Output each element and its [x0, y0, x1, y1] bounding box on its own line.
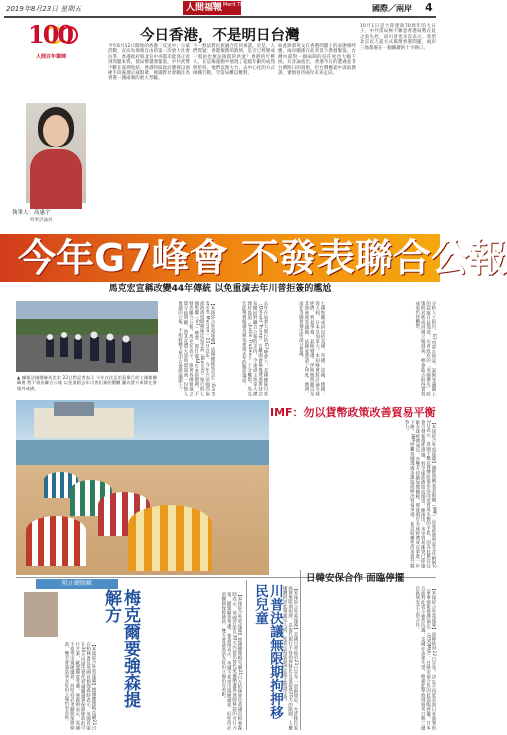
merkel-photo [24, 592, 58, 637]
column-divider [300, 570, 301, 730]
section-name: 國際／兩岸 [372, 4, 412, 13]
portrait-body [30, 149, 82, 209]
column-text-3: 如此與蔡英文在香港問題上的表態相呼應，兩岸關係在此背景下愈發緊張，台灣內部對一國兩制的信任度也大幅下滑。有評論指出，香港今日的遭遇並非台灣明日的寫照，但台灣應從中汲取教訓，審慎看待兩岸未來走向。 [278, 44, 356, 77]
page-number: 4 [425, 1, 433, 14]
main-headline: 今年G7峰會 不發表聯合公報 [18, 236, 507, 280]
beach-tent [128, 505, 212, 571]
portrait-face [43, 115, 69, 147]
beach-tent [26, 516, 86, 566]
column-divider [246, 580, 247, 730]
immigration-headline: 川普決議無限期拘押移民兒童 [252, 584, 283, 719]
issue-date: 2019年8月23日 星期五 [6, 5, 82, 13]
masthead-logo: 人間福報 [183, 1, 241, 15]
g7-story-text-a: 【本報綜合外電報導】法國總統馬克宏（Emmanuel Macron）21日宣布，今年在法國西南部海濱度假勝地比亞里茲（Biarritz）舉行的七國集團（G7）峰會，將打破44年來的慣例，不發表聯合公報。馬克宏表示，與會各國領袖之間分歧明顯，與其花費大量時間協商一份無人會讀的公報，不如將精力集中在實際議題上。 [177, 301, 215, 396]
column-text-1: 今年6月12日開始的香港「反送中」示威活動，宣而為保衛自由的第一次重大社會抗爭，香港政府與北京中央都未能真正看到問題本質，使局勢越發緊張，中共武警不斷在深圳集結，香港特區政府選擇以強硬手段處理示威群眾，被國際社會關注為香港一國兩制的重大考驗。 [108, 44, 190, 82]
imf-story-text: 【本報綜合外電報導】國際貨幣基金組織（IMF）首席經濟學家戈皮納斯22日表示，各國不應以貨幣貶值作為改善貿易失衡的手段，因為此舉往往會引發報復性措施，對全球經濟造成傷害。她指出，美中貿易衝突已經拖累全球經濟成長，若雙方持續加徵關稅，將使明年全球經濟成長率進一步下修。IMF呼籲各國透過多邊協商解決貿易爭端，並以結構性改革提升競爭力。 [403, 420, 436, 568]
column-badge-label: 人間百年筆陣 [36, 54, 67, 60]
author-portrait [26, 103, 86, 203]
header-rule [4, 16, 436, 18]
merkel-story-text-cont: 【本報綜合外電報導】德國總理梅克爾21日在柏林會見英國首相強森時表示，英國若能在30天內提出替代愛爾蘭邊界保障條款的可行方案，歐盟願意考慮。強森則表示，英國不希望出現硬邊界，但堅持必須刪除保障條款，雙方會談氣氛友好但立場仍有差距。 [63, 642, 96, 730]
column-badge-number: 100 [28, 20, 73, 49]
photo-building-roof [54, 402, 94, 416]
merkel-headline: 梅克爾要強森提解方 [101, 589, 140, 708]
story-kicker-label: 阻止硬脫歐 [36, 579, 118, 589]
g7-story-text-c: 七國集團成員包括美國、英國、法國、德國、義大利、日本及加拿大。本屆峰會將討論全球經濟、貿易爭端、氣候變遷、伊朗核問題以及非洲發展等議題，法國並邀請了印度、澳洲、南非等國領袖出席部分會議。 [298, 301, 325, 396]
merkel-story-text: 【本報綜合外電報導】德國總理梅克爾21日在柏林會見英國首相強森時表示，英國若能在30天內提出替代愛爾蘭邊界保障條款的可行方案，歐盟願意考慮。強森則表示，英國不希望出現硬邊界，但堅持必須刪除保障條款，雙方會談氣氛友好但立場仍有差距。 [220, 592, 242, 730]
immigration-story-text: 【本報綜合外電報導】美國川普政府21日宣布一項新規定，允許移民家庭被無限期拘押，以取代現行不得拘押移民兒童超過20天的限制。人權團體批評此舉違反人道，並表示將提起訴訟阻止新規生效。 [282, 586, 298, 730]
motorcycles-shape [16, 301, 158, 372]
photo-caption: ▲ 據報法國總統馬克宏 22日對記者表示 今年在比亞里茲舉行的七國集團峰會 將不發表聯合公報 以免重蹈去年川普拒簽的覆轍 圖為警方車隊在會場外戒備。 [17, 375, 157, 391]
japan-korea-story-text: 【本報綜合外電報導】南韓政府22日宣布，決定不再延長與日本簽署的《軍事情報保護協定》（GSOMIA），日韓安保合作因此面臨停擺。日本方面對此表示強烈抗議，美國亦表達失望，擔憂此舉將削弱美日韓三邊在區域安全上的合作。 [414, 586, 436, 730]
column-text-4: 10月1日是大陸建政70周年的大日子，中共當局極不願意香港局勢在此之前失控，而川普也多次表示，希望北京以人道方式處理香港問題，兩岸三地都處在一個關鍵的十字路口。 [360, 24, 436, 51]
masthead-subtitle: The Merit Times [212, 2, 253, 8]
column-author: 執筆人：高惠宇 [12, 210, 51, 216]
police-motorcade-photo [16, 301, 158, 372]
column-title: 今日香港，不是明日台灣 [140, 27, 300, 44]
japan-korea-headline: 日韓安保合作 面臨停擺 [306, 573, 405, 584]
column-text-2: 下一無法對民族融合任何承諾。於是，人們質疑：香港懷舊的熱情，是否已經變成一股再也無法阻擋的洪流？香港的年輕人，在這場運動中展現了超越年齡的成熟與堅持，他們以無大台、去中心化的方式組織行動，令當局難以應對。 [193, 44, 275, 77]
g7-story-text-b: 去年在加拿大舉行的G7峰會上，美國總統川普（Donald Trump）在離開會場後透過推特宣布撤回對聯合公報的支持，令東道主加拿大總理杜魯道（Justin Trudeau）十分難堪。馬克宏此舉被解讀為避免重演去年的尷尬場面。 [241, 301, 268, 396]
column-author-role: 時事評論員 [30, 218, 53, 223]
imf-headline: IMF：勿以貨幣政策改善貿易平衡 [270, 406, 436, 419]
main-subheadline: 馬克宏宣稱改變44年傳統 以免重演去年川普拒簽的尷尬 [108, 284, 332, 294]
biarritz-beach-photo [16, 400, 269, 575]
g7-story-text-d: 分析人士指出，G7內部在貿易、氣候等議題上的裂痕日益加深，川普政府的「美國優先」政策與其他成員國立場迥異，峰會能否取得實質成果仍待觀察。 [414, 301, 436, 396]
